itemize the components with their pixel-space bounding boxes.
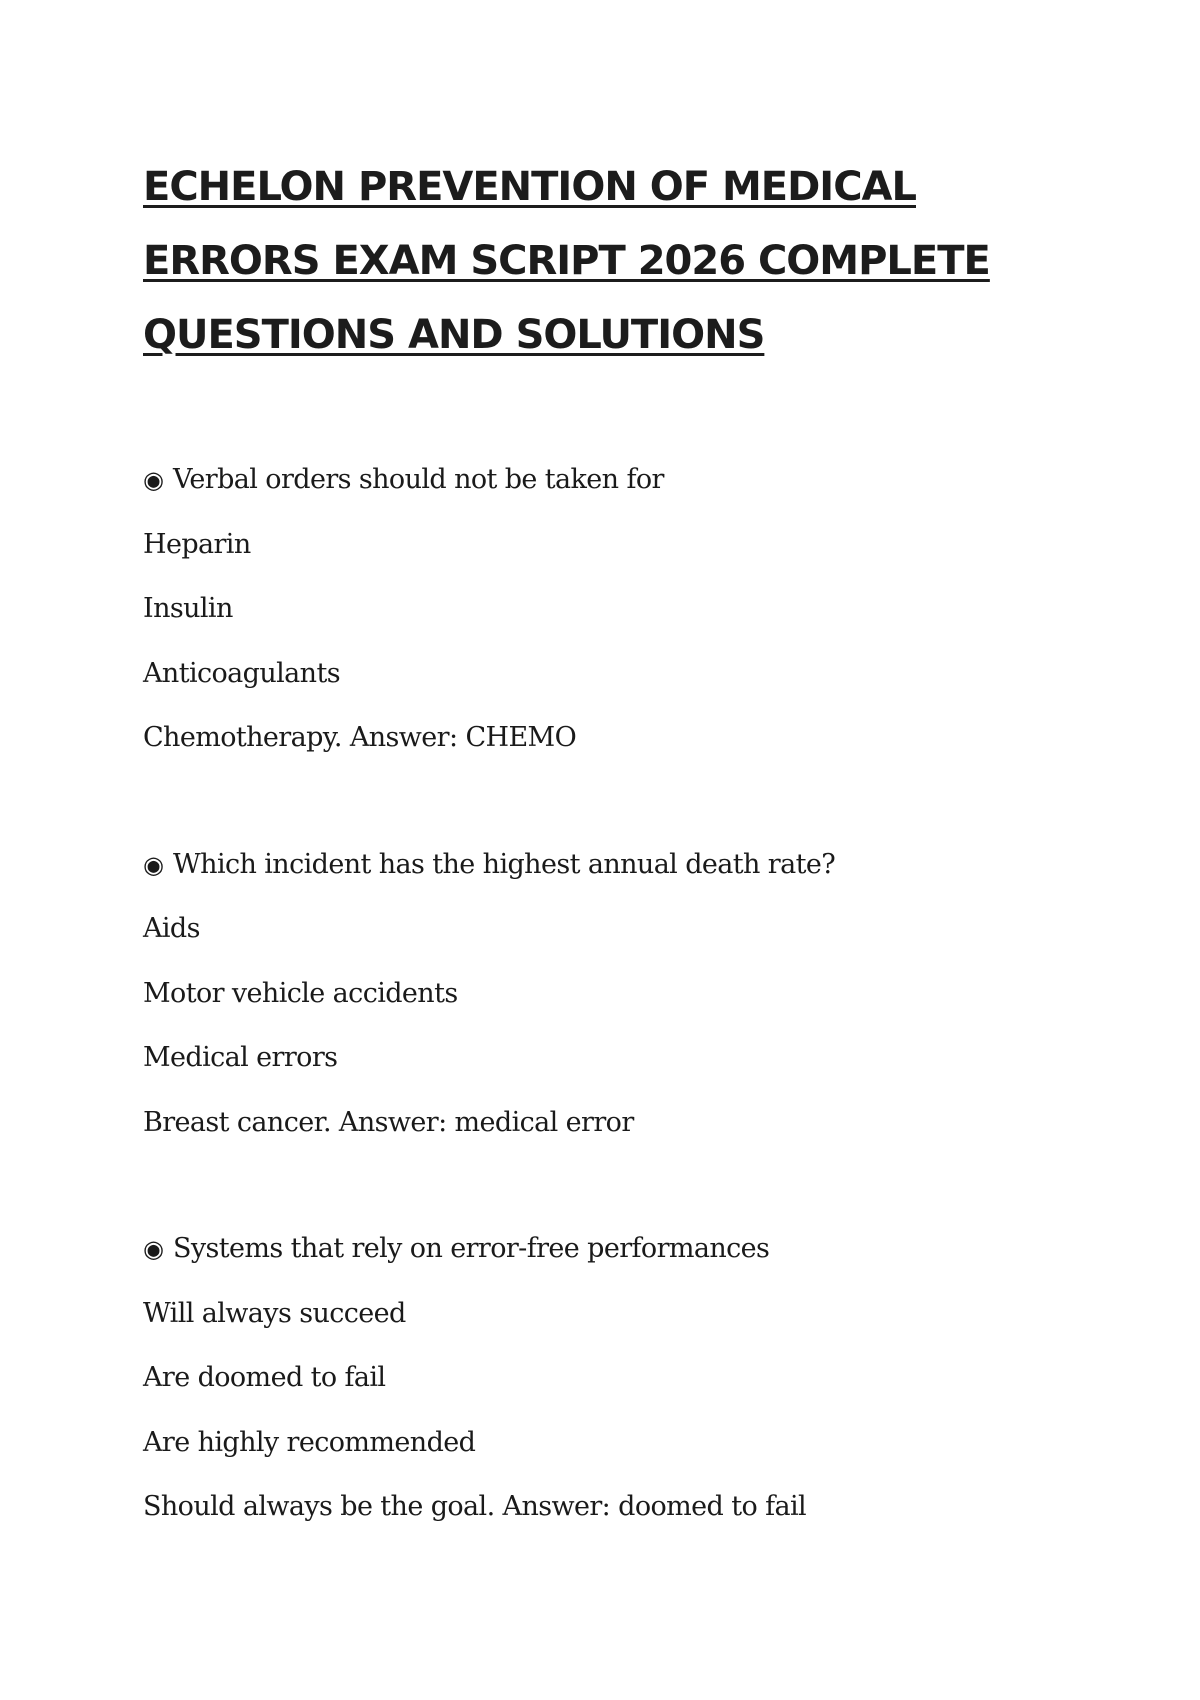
question-2-option-3: Medical errors [143, 1042, 338, 1073]
question-list [143, 448, 1063, 1602]
question-3-text: Systems that rely on error-free performances [173, 1233, 770, 1264]
question-2-option-2: Motor vehicle accidents [143, 977, 458, 1009]
question-1-option-1: Heparin [143, 528, 251, 560]
document-title [143, 150, 1063, 372]
bullet-icon: ◉ [143, 850, 164, 879]
question-block-1 [143, 448, 1063, 771]
question-1 [143, 448, 1063, 513]
question-2-option-4: Breast cancer. Answer: medical error [143, 1106, 634, 1138]
question-3-option-4: Should always be the goal. Answer: doomed to fail [143, 1491, 807, 1522]
question-block-3 [143, 1217, 1063, 1540]
question-3-option-2: Are doomed to fail [143, 1362, 386, 1393]
bullet-icon: ◉ [143, 1235, 164, 1263]
question-3-option-3: Are highly recommended [143, 1426, 476, 1458]
question-1-option-4: Chemotherapy. Answer: CHEMO [143, 722, 577, 753]
question-1-option-3: Anticoagulants [143, 657, 340, 689]
bullet-icon: ◉ [143, 466, 164, 494]
question-3-option-1: Will always succeed [143, 1297, 406, 1329]
question-3 [143, 1217, 1063, 1282]
question-block-2 [143, 833, 1063, 1156]
question-2-text: Which incident has the highest annual death rate? [173, 848, 836, 880]
document-title-text: ECHELON PREVENTION OF MEDICAL ERRORS EXAM SCRIPT 2026 COMPLETE QUESTIONS AND SOLUTIONS [143, 164, 990, 358]
question-1-option-2: Insulin [143, 593, 233, 624]
question-2 [143, 833, 1063, 898]
question-1-text: Verbal orders should not be taken for [173, 464, 664, 495]
question-2-option-1: Aids [143, 913, 200, 944]
